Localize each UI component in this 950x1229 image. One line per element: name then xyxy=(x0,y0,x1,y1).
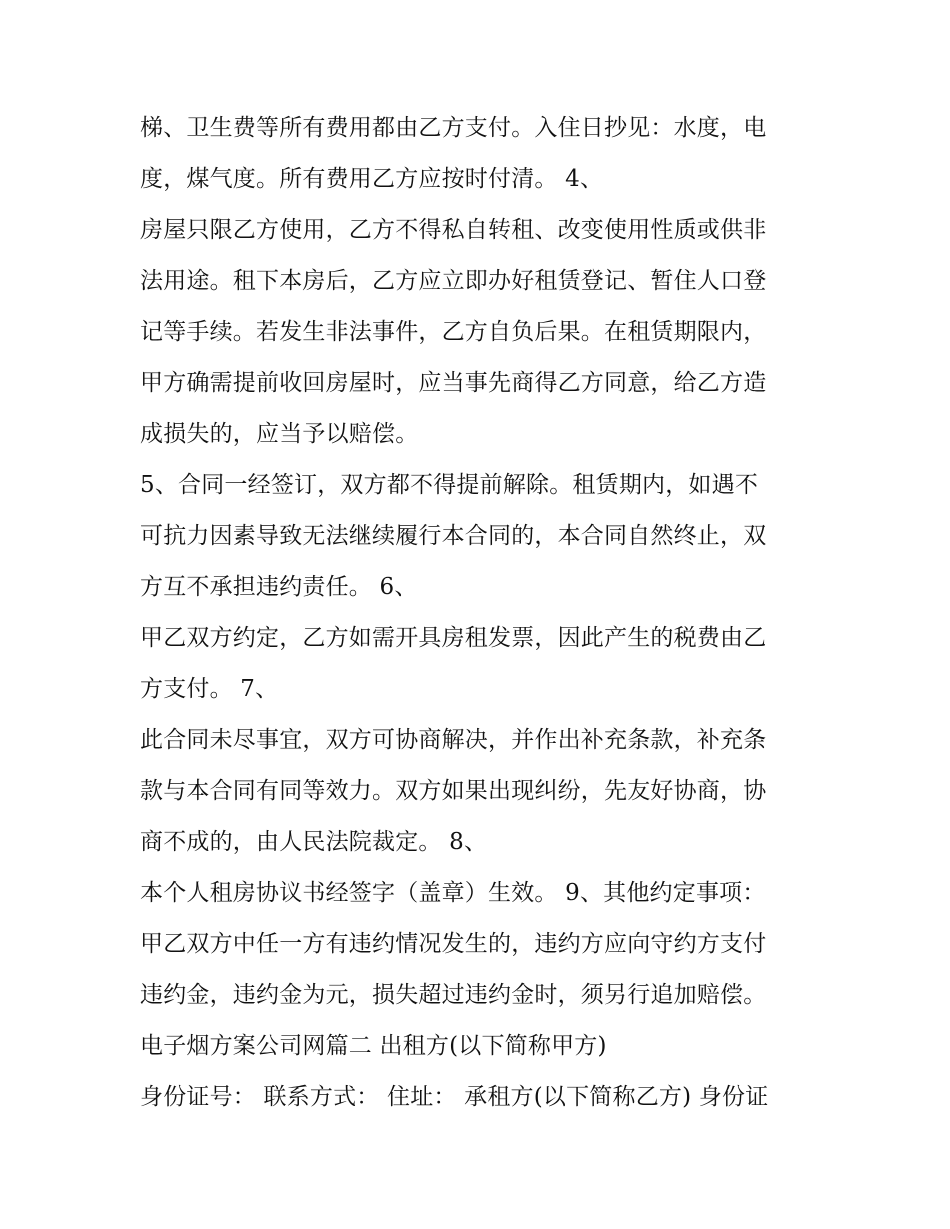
text-line: 方支付。 7、 xyxy=(140,676,279,702)
text-line: 甲方确需提前收回房屋时，应当事先商得乙方同意，给乙方造 xyxy=(140,370,767,396)
text-line: 身份证号： 联系方式： 住址： 承租方(以下简称乙方) 身份证 xyxy=(140,1084,769,1110)
text-line: 电子烟方案公司网篇二 出租方(以下简称甲方) xyxy=(140,1033,607,1059)
text-line: 梯、卫生费等所有费用都由乙方支付。入住日抄见：水度，电 xyxy=(140,115,767,141)
text-line: 甲乙双方约定，乙方如需开具房租发票，因此产生的税费由乙 xyxy=(140,625,767,651)
text-line: 本个人租房协议书经签字（盖章）生效。 9、其他约定事项： xyxy=(140,880,766,906)
text-line: 甲乙双方中任一方有违约情况发生的，违约方应向守约方支付 xyxy=(140,931,767,957)
text-line: 方互不承担违约责任。 6、 xyxy=(140,574,418,600)
text-line: 可抗力因素导致无法继续履行本合同的，本合同自然终止，双 xyxy=(140,523,767,549)
text-line: 度，煤气度。所有费用乙方应按时付清。 4、 xyxy=(140,166,604,192)
text-line: 商不成的，由人民法院裁定。 8、 xyxy=(140,829,488,855)
text-line: 违约金，违约金为元，损失超过违约金时，须另行追加赔偿。 xyxy=(140,982,767,1008)
text-line: 成损失的，应当予以赔偿。 xyxy=(140,421,419,447)
text-line: 记等手续。若发生非法事件，乙方自负后果。在租赁期限内， xyxy=(140,319,767,345)
text-line: 此合同未尽事宜，双方可协商解决，并作出补充条款，补充条 xyxy=(140,727,767,753)
text-line: 5、合同一经签订，双方都不得提前解除。租赁期内，如遇不 xyxy=(140,472,759,498)
text-line: 款与本合同有同等效力。双方如果出现纠纷，先友好协商，协 xyxy=(140,778,767,804)
text-line: 房屋只限乙方使用，乙方不得私自转租、改变使用性质或供非 xyxy=(140,217,767,243)
text-line: 法用途。租下本房后，乙方应立即办好租赁登记、暂住人口登 xyxy=(140,268,767,294)
